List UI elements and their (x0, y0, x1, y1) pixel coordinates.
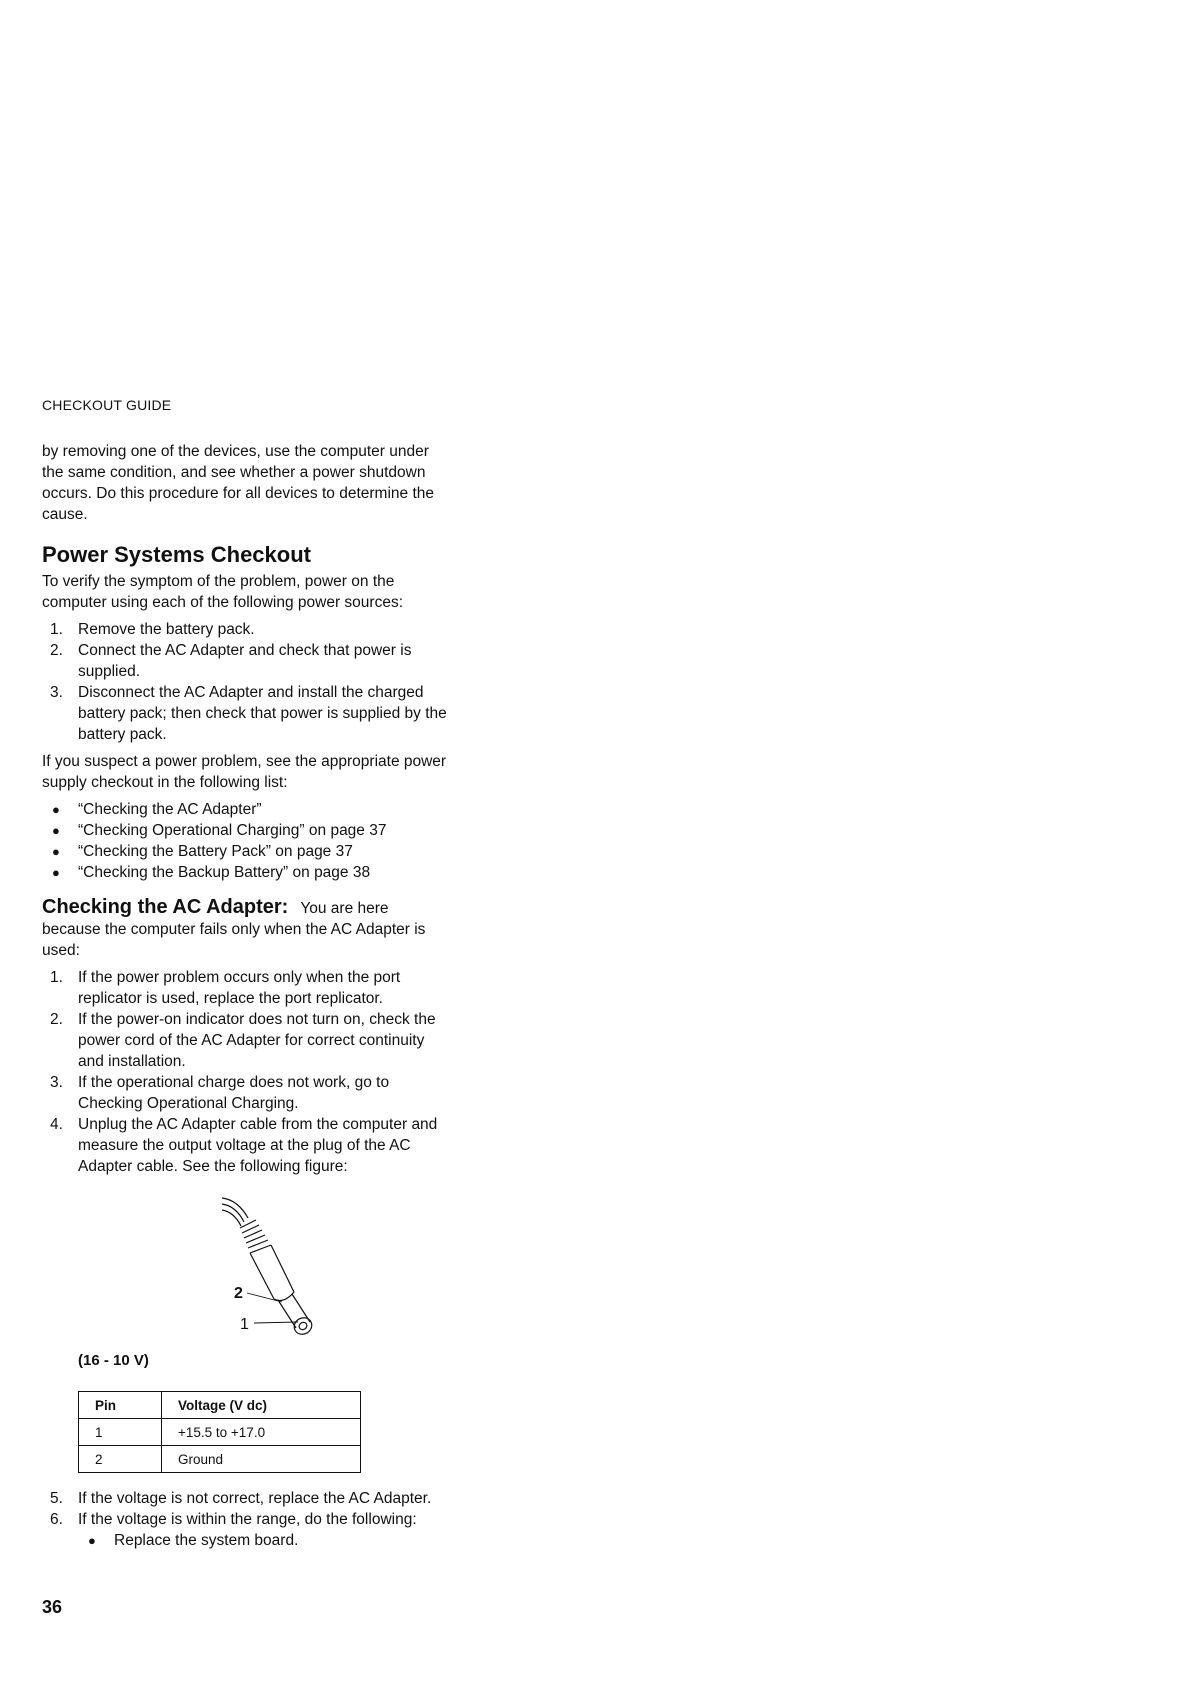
step-text: Disconnect the AC Adapter and install the charged (78, 684, 424, 701)
step-number: 2. (50, 642, 63, 659)
suspect-line: supply checkout in the following list: (42, 774, 288, 791)
checkout-link[interactable]: “Checking the Backup Battery” on page 38 (78, 864, 371, 881)
column-header-pin: Pin (79, 1392, 162, 1419)
final-steps-list (42, 1488, 482, 1551)
intro-paragraph (42, 441, 482, 525)
ac-adapter-section (42, 897, 482, 1177)
sub-bullet-list (78, 1530, 482, 1551)
pin2-label: 2 (234, 1285, 243, 1302)
step-text: If the power problem occurs only when the port (78, 969, 401, 986)
bullet-icon: ● (52, 802, 60, 817)
step-number: 1. (50, 621, 63, 638)
barrel-tip (291, 1315, 315, 1338)
step-number: 6. (50, 1511, 63, 1528)
section-title: Power Systems Checkout (42, 542, 311, 567)
intro-line: the same condition, and see whether a power shutdown (42, 464, 426, 481)
list-item (42, 841, 482, 862)
step-text: Connect the AC Adapter and check that power is (78, 642, 412, 659)
list-item (42, 1488, 482, 1509)
barrel-edge (278, 1300, 296, 1328)
list-item (42, 619, 482, 640)
table-cell-pin: 1 (79, 1419, 162, 1446)
checkout-links-list (42, 799, 482, 883)
leader-line-pin1 (254, 1322, 298, 1323)
power-sources-list (42, 619, 482, 745)
table-header-row (79, 1392, 361, 1419)
list-item (42, 862, 482, 883)
step-text: If the power-on indicator does not turn on, check the (78, 1011, 436, 1028)
page-number: 36 (42, 1597, 63, 1617)
list-item (42, 1509, 482, 1551)
lead-line: used: (42, 942, 80, 959)
list-item (42, 640, 482, 682)
step-text: If the operational charge does not work, go to (78, 1074, 390, 1091)
step-text: Unplug the AC Adapter cable from the computer and (78, 1116, 438, 1133)
running-head: CHECKOUT GUIDE (42, 397, 172, 413)
step-text: and installation. (78, 1053, 186, 1070)
lead-line: You are here (300, 900, 389, 917)
bullet-icon: ● (52, 823, 60, 838)
intro-line: cause. (42, 506, 88, 523)
step-text: If the voltage is not correct, replace the AC Adapter. (78, 1490, 432, 1507)
pin-voltage-table (78, 1391, 361, 1473)
figure-caption: (16 - 10 V) (78, 1352, 149, 1369)
suspect-paragraph (42, 751, 482, 793)
table-cell-pin: 2 (79, 1446, 162, 1473)
column-header-voltage: Voltage (V dc) (162, 1392, 361, 1419)
step-text: supplied. (78, 663, 141, 680)
verify-line: computer using each of the following power sources: (42, 594, 404, 611)
leader-line-pin2 (247, 1293, 282, 1302)
lead-line: because the computer fails only when the AC Adapter is (42, 921, 426, 938)
cable-line (222, 1204, 244, 1222)
bullet-icon: ● (88, 1533, 96, 1548)
table-row (79, 1419, 361, 1446)
plug-body-edge (271, 1245, 294, 1292)
table-cell-voltage: Ground (162, 1446, 361, 1473)
power-systems-body (42, 571, 482, 883)
step-text: measure the output voltage at the plug of the AC (78, 1137, 411, 1154)
step-text: If the voltage is within the range, do the following: (78, 1511, 417, 1528)
bullet-icon: ● (52, 865, 60, 880)
intro-line: by removing one of the devices, use the computer under (42, 443, 429, 460)
step-number: 1. (50, 969, 63, 986)
verify-line: To verify the symptom of the problem, power on the (42, 573, 395, 590)
plug-body-edge (250, 1253, 274, 1299)
list-item (42, 1072, 482, 1114)
intro-line: occurs. Do this procedure for all devices to determine the (42, 485, 434, 502)
step-text: Remove the battery pack. (78, 621, 255, 638)
verify-paragraph (42, 571, 482, 613)
checkout-link[interactable]: “Checking the AC Adapter” (78, 801, 262, 818)
bullet-icon: ● (52, 844, 60, 859)
suspect-line: If you suspect a power problem, see the appropriate power (42, 753, 447, 770)
table-cell-voltage: +15.5 to +17.0 (162, 1419, 361, 1446)
sub-bullet-text: Replace the system board. (114, 1532, 299, 1549)
cable-line (222, 1198, 248, 1218)
list-item (42, 1009, 482, 1072)
list-item (42, 967, 482, 1009)
step-text: battery pack. (78, 726, 167, 743)
pin1-label: 1 (240, 1316, 249, 1333)
list-item (78, 1530, 482, 1551)
table-row (79, 1446, 361, 1473)
step-number: 2. (50, 1011, 63, 1028)
step-text: replicator is used, replace the port replicator. (78, 990, 383, 1007)
checkout-link[interactable]: “Checking Operational Charging” on page 37 (78, 822, 387, 839)
step-number: 3. (50, 1074, 63, 1091)
step-number: 4. (50, 1116, 63, 1133)
ac-adapter-plug-figure (204, 1196, 344, 1346)
list-item (42, 682, 482, 745)
step-text: power cord of the AC Adapter for correct continuity (78, 1032, 425, 1049)
ac-adapter-lead (42, 897, 482, 961)
list-item (42, 820, 482, 841)
list-item (42, 1114, 482, 1177)
checkout-link[interactable]: “Checking the Battery Pack” on page 37 (78, 843, 353, 860)
step-text: Adapter cable. See the following figure: (78, 1158, 348, 1175)
step-text: battery pack; then check that power is supplied by the (78, 705, 447, 722)
step-number: 3. (50, 684, 63, 701)
barrel-center-pin (298, 1321, 308, 1331)
ac-adapter-heading: Checking the AC Adapter: (42, 896, 289, 918)
step-number: 5. (50, 1490, 63, 1507)
list-item (42, 799, 482, 820)
ac-adapter-final-steps (42, 1488, 482, 1551)
step-text: Checking Operational Charging. (78, 1095, 299, 1112)
ac-adapter-steps (42, 967, 482, 1177)
